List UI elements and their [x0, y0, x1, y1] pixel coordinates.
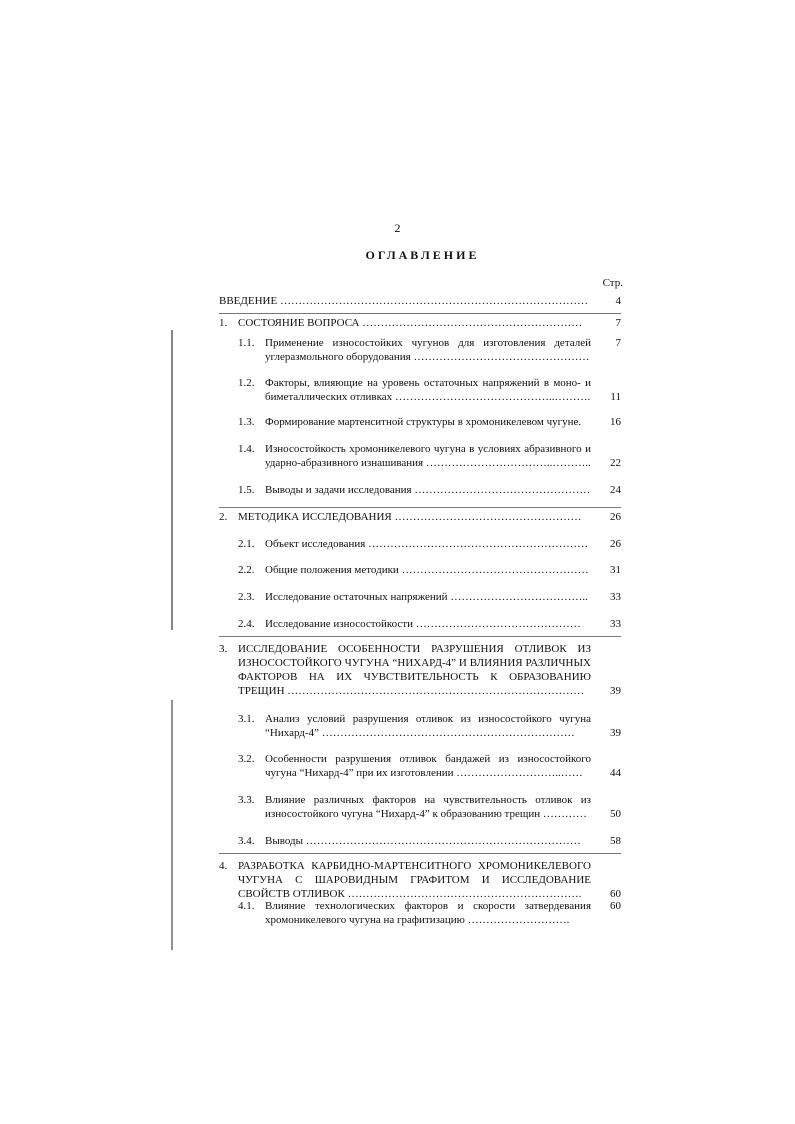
toc-entry-4-1 — [238, 899, 621, 927]
toc-page-number: 4 — [615, 295, 621, 307]
toc-divider — [219, 636, 621, 637]
toc-page-number: 39 — [610, 727, 621, 739]
toc-leader-dots: ………………………..…… — [456, 767, 583, 779]
toc-page-number: 26 — [610, 511, 621, 523]
toc-number: 2.2. — [238, 564, 255, 576]
toc-leader-dots: ………………………. — [467, 914, 570, 926]
toc-entry-2-2 — [238, 563, 621, 577]
toc-page-number: 39 — [610, 685, 621, 697]
toc-number: 3.2. — [238, 753, 255, 765]
toc-entry-chapter-1 — [219, 316, 621, 330]
toc-entry-title: ИССЛЕДОВАНИЕ ОСОБЕННОСТИ РАЗРУШЕНИЯ ОТЛИВОК ИЗ ИЗНОСОСТОЙКОГО ЧУГУНА “НИХАРД-4” И ВЛИЯНИЯ РАЗЛИЧНЫХ ФАКТОРОВ НА ИХ ЧУВСТВИТЕЛЬНОСТЬ К ОБРАЗОВАНИЮ ТРЕЩИН — [238, 643, 591, 697]
toc-page-number: 60 — [610, 900, 621, 912]
toc-page-number: 22 — [610, 457, 621, 469]
toc-entry-2-1 — [238, 537, 621, 551]
toc-page-number: 33 — [610, 618, 621, 630]
toc-number: 3.3. — [238, 794, 255, 806]
toc-entry-intro — [219, 294, 621, 308]
toc-number: 1.2. — [238, 377, 255, 389]
toc-page-number: 26 — [610, 538, 621, 550]
toc-leader-dots: ……………………………..……….. — [425, 457, 591, 469]
toc-number: 1.5. — [238, 484, 255, 496]
toc-leader-dots: ……………………………………………………………………… — [287, 685, 585, 697]
toc-number: 2. — [219, 511, 228, 523]
toc-entry-title: Формирование мартенситной структуры в хромоникелевом чугуне. — [265, 416, 582, 428]
toc-page-number: 31 — [610, 564, 621, 576]
toc-entry-chapter-2 — [219, 510, 621, 524]
toc-entry-title: МЕТОДИКА ИССЛЕДОВАНИЯ — [238, 511, 392, 523]
toc-leader-dots: …………………………………………………… — [362, 317, 583, 329]
toc-number: 4.1. — [238, 900, 255, 912]
toc-number: 1.3. — [238, 416, 255, 428]
toc-leader-dots: ……………………………………..………. — [394, 391, 591, 403]
toc-entry-title: СОСТОЯНИЕ ВОПРОСА — [238, 317, 360, 329]
toc-entry-chapter-4 — [219, 859, 621, 901]
toc-entry-title: Применение износостойких чугунов для изготовления деталей углеразмольного оборудования — [265, 337, 591, 363]
toc-number: 3.1. — [238, 713, 255, 725]
toc-page-number: 7 — [615, 317, 621, 329]
toc-entry-title: Объект исследования — [265, 538, 366, 550]
toc-page-number: 16 — [610, 416, 621, 428]
toc-entry-title: Износостойкость хромоникелевого чугуна в условиях абразивного и ударно-абразивного изнашивания — [265, 443, 591, 469]
toc-entry-title: ВВЕДЕНИЕ — [219, 295, 278, 307]
toc-leader-dots: ……………………………….. — [450, 591, 588, 603]
toc-entry-title: Анализ условий разрушения отливок из износостойкого чугуна “Нихард-4” — [265, 713, 591, 739]
toc-entry-chapter-3 — [219, 642, 621, 698]
toc-leader-dots: …………………………………………………… — [368, 538, 589, 550]
scan-margin-mark — [171, 330, 173, 630]
toc-page-number: 7 — [615, 337, 621, 349]
toc-number: 1.1. — [238, 337, 255, 349]
toc-entry-3-2 — [238, 752, 621, 780]
page-title: ОГЛАВЛЕНИЕ — [365, 248, 480, 262]
toc-leader-dots: …………………………………………… — [401, 564, 589, 576]
toc-number: 4. — [219, 860, 228, 872]
toc-leader-dots: ………………………………………… — [413, 351, 590, 363]
toc-entry-1-1 — [238, 336, 621, 364]
toc-page-number: 11 — [610, 391, 621, 403]
toc-number: 3. — [219, 643, 228, 655]
toc-entry-1-5 — [238, 483, 621, 497]
toc-entry-title: Факторы, влияющие на уровень остаточных напряжений в моно- и биметаллических отливках — [265, 377, 591, 403]
toc-leader-dots: ………………………………………………………. — [347, 888, 582, 900]
toc-page-number: 44 — [610, 767, 621, 779]
toc-entry-3-3 — [238, 793, 621, 821]
scan-margin-mark — [171, 700, 173, 950]
toc-number: 2.3. — [238, 591, 255, 603]
toc-number: 1. — [219, 317, 228, 329]
toc-number: 2.4. — [238, 618, 255, 630]
toc-divider — [219, 853, 621, 854]
toc-entry-3-4 — [238, 834, 621, 848]
toc-leader-dots: …………………………………………… — [394, 511, 582, 523]
toc-divider — [219, 313, 621, 314]
toc-page-number: 24 — [610, 484, 621, 496]
toc-entry-title: Особенности разрушения отливок бандажей из износостойкого чугуна “Нихард-4” при их изготовлении — [265, 753, 591, 779]
toc-entry-1-2 — [238, 376, 621, 404]
toc-page-number: 50 — [610, 808, 621, 820]
toc-leader-dots: ………………………………………… — [414, 484, 591, 496]
toc-leader-dots: ……………………………………… — [415, 618, 581, 630]
toc-leader-dots: ………………………………………………………………… — [305, 835, 581, 847]
toc-number: 2.1. — [238, 538, 255, 550]
toc-entry-1-3 — [238, 415, 621, 429]
toc-entry-title: Общие положения методики — [265, 564, 399, 576]
toc-entry-2-3 — [238, 590, 621, 604]
page-number: 2 — [394, 221, 401, 235]
toc-entry-title: Влияние технологических факторов и скорости затвердевания хромоникелевого чугуна на графитизацию — [265, 900, 591, 926]
toc-leader-dots: …………………………………………………………… — [321, 727, 575, 739]
toc-entry-title: РАЗРАБОТКА КАРБИДНО-МАРТЕНСИТНОГО ХРОМОНИКЕЛЕВОГО ЧУГУНА С ШАРОВИДНЫМ ГРАФИТОМ И ИССЛЕДОВАНИЕ СВОЙСТВ ОТЛИВОК — [238, 860, 591, 900]
toc-page-number: 58 — [610, 835, 621, 847]
toc-entry-title: Исследование износостойкости — [265, 618, 413, 630]
toc-leader-dots: ………………………………………………………………………… — [279, 295, 588, 307]
toc-divider — [219, 507, 621, 508]
toc-entry-title: Выводы — [265, 835, 304, 847]
toc-entry-title: Влияние различных факторов на чувствительность отливок из износостойкого чугуна “Нихард-4” к образованию трещин — [265, 794, 591, 820]
toc-entry-3-1 — [238, 712, 621, 740]
toc-entry-1-4 — [238, 442, 621, 470]
toc-page-number: 60 — [610, 888, 621, 900]
toc-leader-dots: ………… — [542, 808, 587, 820]
toc-page-number: 33 — [610, 591, 621, 603]
toc-entry-2-4 — [238, 617, 621, 631]
toc-entry-title: Выводы и задачи исследования — [265, 484, 412, 496]
toc-number: 1.4. — [238, 443, 255, 455]
toc-number: 3.4. — [238, 835, 255, 847]
toc-entry-title: Исследование остаточных напряжений — [265, 591, 448, 603]
pages-column-header: Стр. — [602, 277, 623, 289]
